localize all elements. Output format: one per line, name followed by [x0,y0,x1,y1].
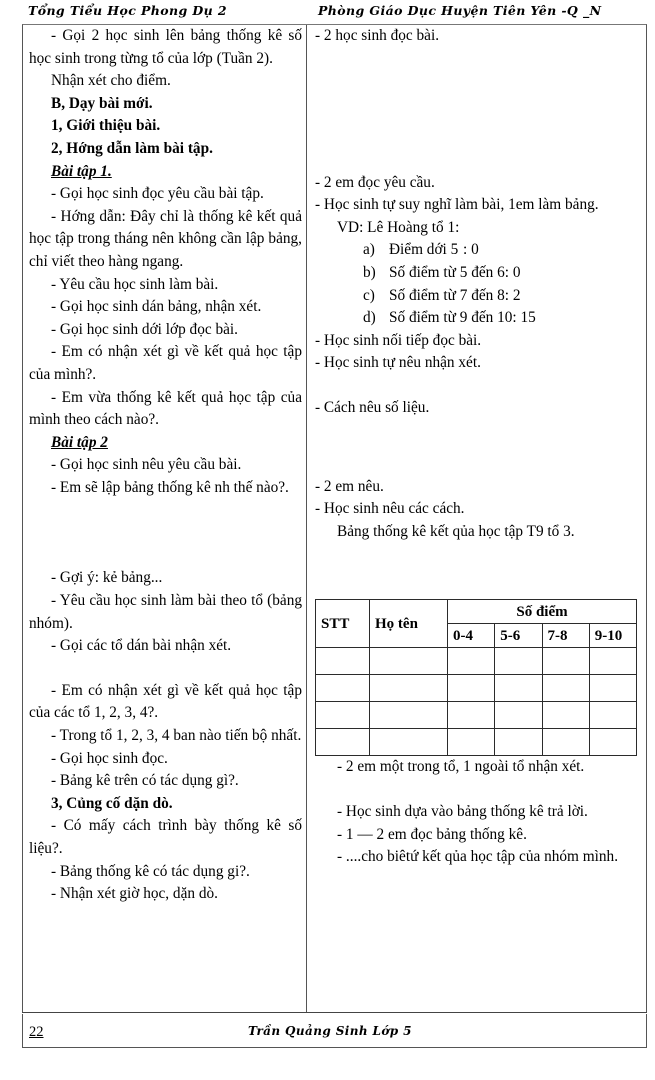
paragraph: - Hớng dẫn: Đây chỉ là thống kê kết quả học tập trong tháng nên không cần lập bảng, chỉ viết theo hàng ngang. [29,207,302,270]
spacer [315,779,642,801]
footer-rule [22,1012,647,1013]
column-header-range-2: 7-8 [542,624,589,648]
lesson-plan-body [22,24,647,1012]
list-item-text: Số điểm từ 5 đến 6: 0 [389,263,521,281]
header-department-name: Phòng Giáo Dục Huyện Tiên Yên -Q _N [318,3,602,18]
paragraph: - Gọi học sinh nêu yêu cầu bài. [51,456,242,474]
spacer [315,543,642,588]
cell-range-3[interactable] [589,675,636,702]
paragraph: - 1 — 2 em đọc bảng thống kê. [337,825,527,843]
cell-range-0[interactable] [448,675,495,702]
cell-range-2[interactable] [542,702,589,729]
cell-stt[interactable] [316,702,370,729]
paragraph: - Gợi ý: kẻ bảng... [51,569,163,587]
list-marker: a) [363,241,375,259]
cell-range-2[interactable] [542,648,589,675]
list-item [363,307,642,330]
column-header-name: Họ tên [370,600,448,648]
table-head [316,600,637,648]
cell-name[interactable] [370,729,448,756]
spacer [315,93,642,161]
paragraph: - Cách nêu số liệu. [315,398,430,416]
cell-range-1[interactable] [495,648,542,675]
cell-range-0[interactable] [448,648,495,675]
score-breakdown-list [315,239,642,329]
paragraph: - Học sinh nối tiếp đọc bài. [315,331,482,349]
list-item [363,239,642,262]
exercise-heading [29,432,302,455]
cell-range-1[interactable] [495,702,542,729]
list-item-value: : 0 [463,241,479,259]
exercise-heading-text: Bài tập 2 [51,433,108,451]
paragraph: - Học sinh dựa vào bảng thống kê trả lời. [337,802,588,820]
list-item [363,285,642,308]
cell-range-0[interactable] [448,729,495,756]
cell-range-1[interactable] [495,675,542,702]
cell-range-3[interactable] [589,702,636,729]
paragraph: - Gọi học sinh dới lớp đọc bài. [51,320,238,338]
paragraph: - Có mấy cách trình bày thống kê số liệu?. [29,817,302,857]
paragraph: - Học sinh nêu các cách. [315,500,465,518]
paragraph: - Nhận xét giờ học, dặn dò. [51,885,218,903]
teacher-activity-column [29,25,302,906]
paragraph: - Bảng thống kê có tác dụng gi?. [51,862,250,880]
list-item-text: Số điểm từ 7 đến 8: 2 [389,286,521,304]
paragraph: - Yêu cầu học sinh làm bài theo tổ (bảng nhóm). [29,592,302,632]
cell-stt[interactable] [316,675,370,702]
paragraph: - Em có nhận xét gì về kết quả học tập của các tổ 1, 2, 3, 4?. [29,681,302,722]
list-item [363,262,642,285]
statistics-table [315,599,637,756]
paragraph: - Em có nhận xét gì về kết quả học tập của mình?. [29,343,302,383]
cell-stt[interactable] [316,729,370,756]
spacer [315,420,642,465]
paragraph: - Bảng kê trên có tác dụng gì?. [51,772,239,790]
exercise-heading [29,161,302,184]
spacer [315,48,642,93]
cell-name[interactable] [370,648,448,675]
column-header-range-0: 0-4 [448,624,495,648]
cell-range-3[interactable] [589,648,636,675]
paragraph: - Học sinh tự suy nghĩ làm bài, 1em làm bảng. [315,196,599,214]
page-number: 22 [29,1024,44,1040]
paragraph: - Gọi học sinh đọc. [51,749,168,767]
paragraph: - 2 học sinh đọc bài. [315,27,440,44]
cell-stt[interactable] [316,648,370,675]
paragraph: - 2 em nêu. [315,477,384,495]
paragraph: - Gọi học sinh đọc yêu cầu bài tập. [51,185,264,203]
column-divider [306,25,307,1013]
example-label: VD: Lê Hoàng tổ 1: [337,218,460,236]
spacer [315,465,642,476]
spacer [315,375,642,397]
list-marker: d) [363,309,376,327]
paragraph: - Em sẽ lập bảng thống kê nh thế nào?. [51,478,289,496]
student-activity-column [315,25,642,869]
header-school-name: Tổng Tiểu Học Phong Dụ 2 [28,3,227,18]
cell-name[interactable] [370,675,448,702]
paragraph: - 2 em đọc yêu cầu. [315,173,435,191]
table-row [316,702,637,729]
section-heading: 2, Hớng dẫn làm bài tập. [51,139,213,157]
table-header-row [316,600,637,624]
exercise-heading-text: Bài tập 1. [51,162,112,180]
spacer [315,161,642,172]
paragraph: - Gọi 2 học sinh lên bảng thống kê số học sinh trong từng tổ của lớp (Tuần 2). [29,27,302,67]
table-body [316,648,637,756]
table-caption: Bảng thống kê kết qủa học tập T9 tổ 3. [337,522,575,540]
table-row [316,648,637,675]
paragraph: - Em vừa thống kê kết quả học tập của mình theo cách nào?. [29,388,302,429]
section-heading: 3, Củng cố dặn dò. [51,794,173,812]
cell-range-1[interactable] [495,729,542,756]
paragraph: - 2 em một trong tổ, 1 ngoài tổ nhận xét. [337,758,585,776]
cell-range-0[interactable] [448,702,495,729]
paragraph: - ....cho biêtứ kết qủa học tập của nhóm mình. [337,848,619,866]
spacer [29,658,302,680]
list-item-text [389,239,642,262]
document-footer [22,1014,647,1048]
column-header-stt: STT [316,600,370,648]
column-header-range-1: 5-6 [495,624,542,648]
table-row [316,675,637,702]
paragraph: - Học sinh tự nêu nhận xét. [315,354,481,372]
footer-signature: Trần Quảng Sinh Lớp 5 [248,1024,412,1038]
spacer [315,588,642,599]
paragraph: - Trong tổ 1, 2, 3, 4 ban nào tiến bộ nhất. [51,727,302,745]
list-item-text: Số điểm từ 9 đến 10: 15 [389,309,536,327]
paragraph: - Gọi các tổ dán bài nhận xét. [51,637,232,655]
section-heading: B, Dạy bài mới. [51,94,153,112]
list-marker: c) [363,286,375,304]
paragraph: Nhận xét cho điểm. [51,72,171,90]
document-header [0,2,655,24]
cell-range-2[interactable] [542,729,589,756]
cell-range-3[interactable] [589,729,636,756]
cell-range-2[interactable] [542,675,589,702]
table-row [316,729,637,756]
cell-name[interactable] [370,702,448,729]
list-item-label: Điểm dới 5 [389,241,459,259]
list-marker: b) [363,263,376,281]
paragraph: - Gọi học sinh dán bảng, nhận xét. [51,298,262,316]
section-heading: 1, Giới thiệu bài. [51,117,161,135]
column-header-range-3: 9-10 [589,624,636,648]
column-header-score-group: Số điểm [448,600,637,624]
paragraph: - Yêu cầu học sinh làm bài. [51,275,219,293]
spacer [29,499,302,567]
